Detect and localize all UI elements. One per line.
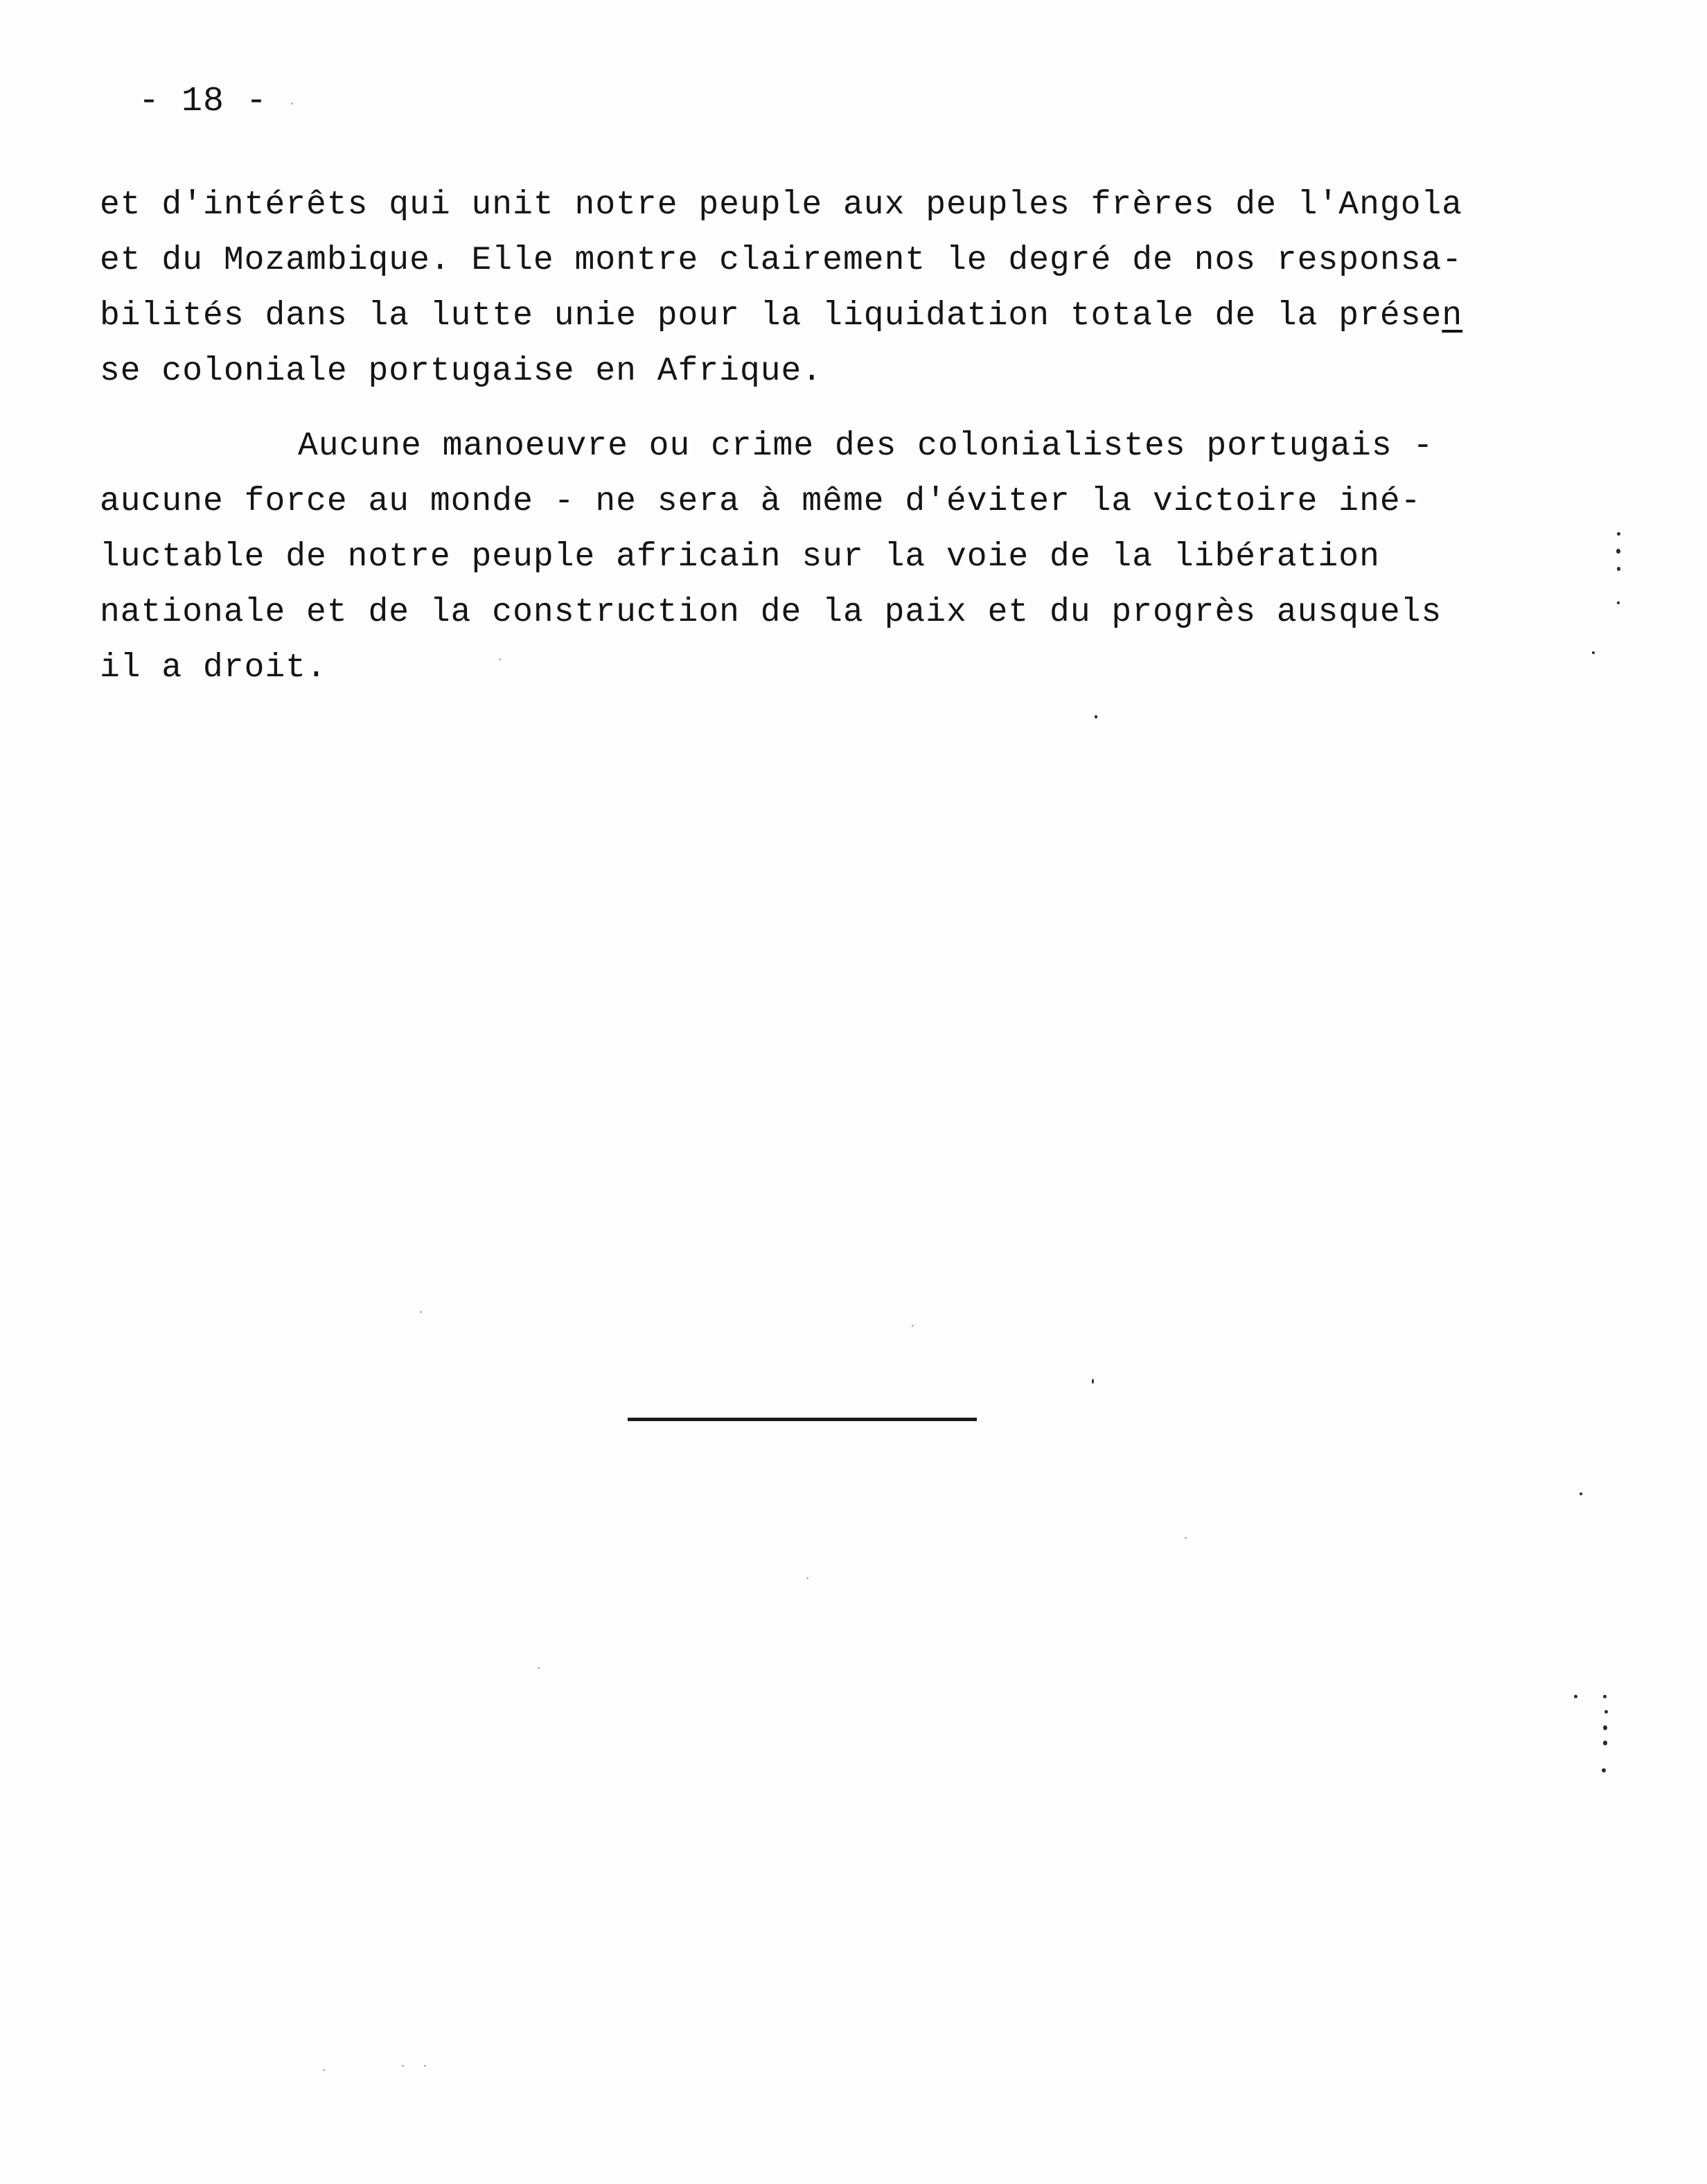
scan-speck bbox=[323, 2069, 325, 2071]
scan-speck bbox=[499, 658, 501, 660]
text-line: aucune force au monde - ne sera à même d'éviter la victoire iné- bbox=[100, 483, 1422, 520]
scan-speck bbox=[424, 2065, 426, 2067]
text-line: il a droit. bbox=[100, 649, 327, 687]
scan-speck bbox=[1092, 1379, 1094, 1384]
paragraph-spacer bbox=[100, 399, 1485, 419]
scan-speck bbox=[538, 1667, 540, 1669]
text-line: et du Mozambique. Elle montre clairement le degré de nos responsa- bbox=[100, 242, 1463, 279]
scan-speck bbox=[402, 2065, 404, 2067]
scan-speck bbox=[1617, 532, 1620, 536]
scan-speck bbox=[1095, 715, 1097, 719]
closing-rule bbox=[628, 1418, 977, 1421]
scan-speck bbox=[1617, 601, 1620, 604]
scan-speck bbox=[1592, 651, 1595, 654]
text-line: nationale et de la construction de la paix et du progrès ausquels bbox=[100, 594, 1442, 631]
scan-speck bbox=[1580, 1492, 1582, 1495]
text-line: et d'intérêts qui unit notre peuple aux peuples frères de l'Angola bbox=[100, 186, 1463, 224]
paragraph-1 bbox=[100, 177, 1485, 399]
text-line: se coloniale portugaise en Afrique. bbox=[100, 353, 823, 390]
scan-speck bbox=[806, 1577, 808, 1579]
scan-speck bbox=[1603, 1741, 1607, 1745]
scan-speck bbox=[1603, 1695, 1607, 1698]
scan-speck bbox=[1603, 1725, 1607, 1730]
scan-speck bbox=[1602, 1768, 1606, 1772]
scan-speck bbox=[1604, 1710, 1608, 1714]
text-line: Aucune manoeuvre ou crime des colonialistes portugais - bbox=[298, 428, 1434, 465]
text-line-fragment: bilités dans la lutte unie pour la liquidation totale de la prése bbox=[100, 297, 1442, 335]
page-number: - 18 - bbox=[139, 82, 268, 121]
scan-speck bbox=[291, 103, 293, 105]
underlined-letter: n bbox=[1442, 297, 1463, 335]
text-line bbox=[100, 288, 1485, 344]
scan-speck bbox=[912, 1325, 914, 1327]
body-text bbox=[100, 177, 1485, 696]
scan-speck bbox=[1185, 1537, 1187, 1539]
text-line: luctable de notre peuple africain sur la voie de la libération bbox=[100, 538, 1380, 576]
scan-speck bbox=[420, 1311, 422, 1313]
scan-speck bbox=[1616, 549, 1620, 554]
scan-speck bbox=[1617, 567, 1620, 571]
paragraph-2 bbox=[100, 419, 1485, 696]
scan-speck bbox=[1574, 1695, 1577, 1698]
